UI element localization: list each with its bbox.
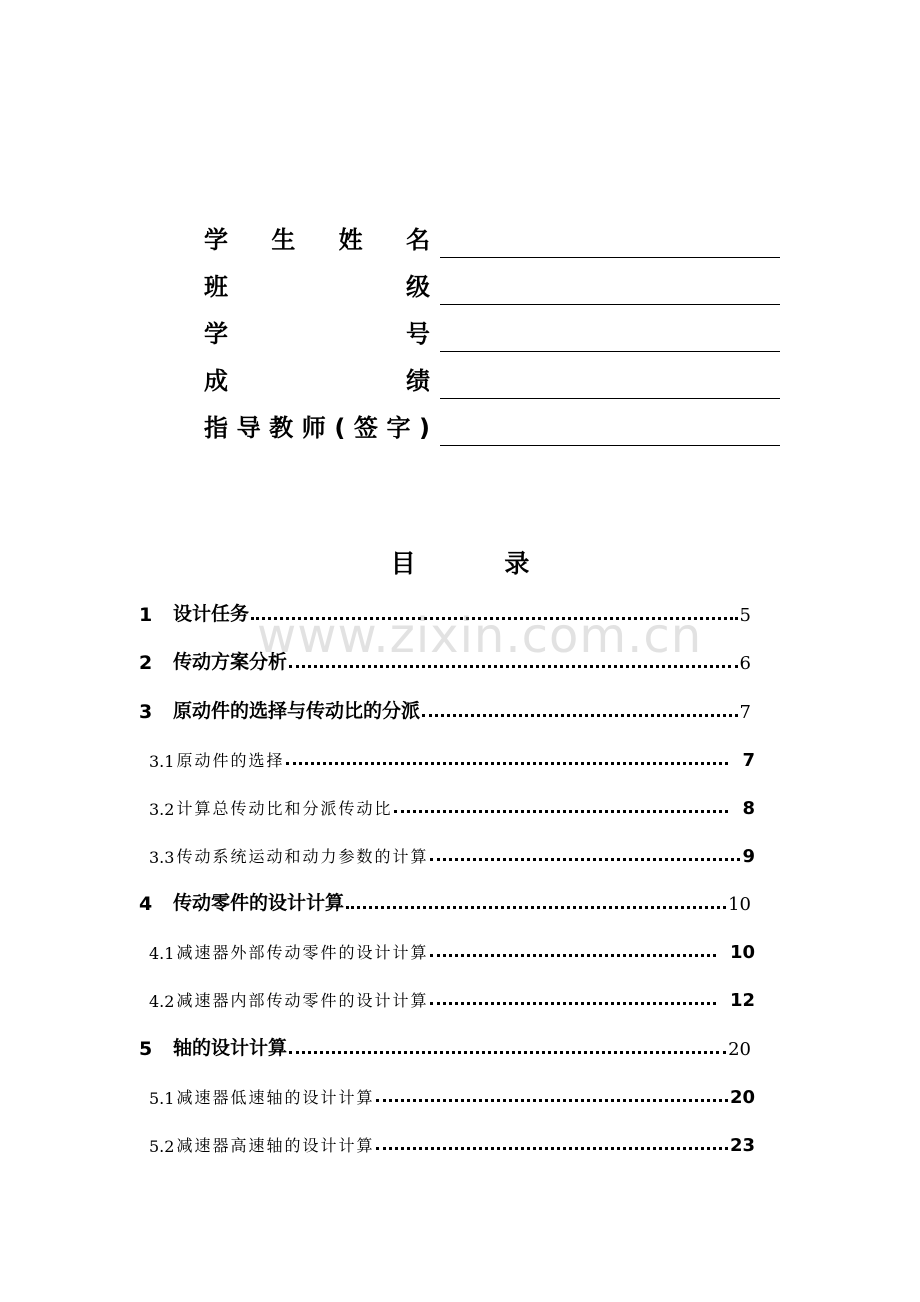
toc-leader-dots bbox=[376, 1099, 727, 1102]
advisor-signature-row bbox=[204, 406, 780, 446]
toc-entry-number: 3 bbox=[139, 701, 153, 723]
grade-label bbox=[204, 367, 430, 395]
toc-subentry[interactable] bbox=[149, 741, 755, 771]
student-name-label bbox=[204, 226, 430, 254]
toc-entry[interactable] bbox=[139, 1030, 751, 1060]
toc-entry-title: 减速器低速轴的设计计算 bbox=[176, 1088, 375, 1107]
label-char: 教 bbox=[269, 414, 294, 442]
label-char: 学 bbox=[204, 320, 228, 348]
class-field[interactable] bbox=[440, 304, 780, 305]
advisor-signature-field[interactable] bbox=[440, 445, 780, 446]
toc-entry-number: 2 bbox=[139, 652, 153, 674]
toc-entry-page: 7 bbox=[739, 702, 751, 723]
toc-leader-dots bbox=[289, 1051, 726, 1054]
label-char: 名 bbox=[405, 226, 430, 254]
toc-leader-dots bbox=[430, 858, 740, 861]
toc-leader-dots bbox=[346, 906, 726, 909]
label-char: 号 bbox=[406, 320, 430, 348]
toc-entry-number: 3.2 bbox=[149, 800, 175, 819]
toc-leader-dots bbox=[289, 665, 738, 668]
toc-entry-number: 4.1 bbox=[149, 944, 175, 963]
toc-entry-title: 传动系统运动和动力参数的计算 bbox=[176, 847, 429, 866]
toc-subentry[interactable] bbox=[149, 933, 755, 963]
toc-entry-title: 传动方案分析 bbox=[173, 651, 288, 673]
toc-entry[interactable] bbox=[139, 596, 751, 626]
grade-field[interactable] bbox=[440, 398, 780, 399]
toc-entry-title: 减速器外部传动零件的设计计算 bbox=[176, 943, 429, 962]
toc-entry-title: 计算总传动比和分派传动比 bbox=[176, 799, 393, 818]
toc-entry-page: 10 bbox=[729, 942, 755, 963]
toc-leader-dots bbox=[430, 954, 715, 957]
label-char: 字 bbox=[386, 414, 411, 442]
toc-title: 目 录 bbox=[390, 549, 570, 578]
toc-leader-dots bbox=[286, 762, 728, 765]
toc-entry[interactable] bbox=[139, 693, 751, 723]
toc-entry[interactable] bbox=[139, 644, 751, 674]
toc-entry-number: 3.3 bbox=[149, 848, 175, 867]
toc-entry-page: 20 bbox=[728, 1039, 751, 1060]
toc-entry-title: 原动件的选择与传动比的分派 bbox=[173, 700, 421, 722]
student-id-field[interactable] bbox=[440, 351, 780, 352]
toc-subentry[interactable] bbox=[149, 837, 755, 867]
label-char: 导 bbox=[236, 414, 261, 442]
label-char: 姓 bbox=[338, 226, 363, 254]
class-label bbox=[204, 273, 430, 301]
toc-entry-title: 减速器内部传动零件的设计计算 bbox=[176, 991, 429, 1010]
toc-entry-number: 4.2 bbox=[149, 992, 175, 1011]
toc-subentry[interactable] bbox=[149, 1078, 755, 1108]
toc-entry-page: 6 bbox=[739, 653, 751, 674]
label-char: 签 bbox=[353, 414, 378, 442]
toc-entry-page: 9 bbox=[742, 846, 755, 867]
student-name-field[interactable] bbox=[440, 257, 780, 258]
toc-entry-page: 23 bbox=[729, 1135, 755, 1156]
label-char: 班 bbox=[204, 273, 228, 301]
toc-subentry[interactable] bbox=[149, 789, 755, 819]
label-char: ( bbox=[334, 414, 346, 442]
toc-subentry[interactable] bbox=[149, 981, 755, 1011]
toc-entry-title: 轴的设计计算 bbox=[173, 1037, 288, 1059]
toc-subentry[interactable] bbox=[149, 1126, 755, 1156]
student-id-row bbox=[204, 312, 780, 352]
toc-leader-dots bbox=[422, 714, 738, 717]
class-row bbox=[204, 265, 780, 305]
toc-entry-page: 7 bbox=[742, 750, 755, 771]
label-char: ) bbox=[419, 414, 430, 442]
toc-entry[interactable] bbox=[139, 885, 751, 915]
toc-entry-title: 设计任务 bbox=[173, 603, 250, 625]
student-name-row bbox=[204, 218, 780, 258]
label-char: 指 bbox=[204, 414, 228, 442]
toc-entry-title: 传动零件的设计计算 bbox=[173, 892, 345, 914]
toc-leader-dots bbox=[376, 1147, 727, 1150]
label-char: 级 bbox=[406, 273, 430, 301]
toc-entry-page: 8 bbox=[742, 798, 755, 819]
label-char: 绩 bbox=[406, 367, 430, 395]
toc-entry-title: 减速器高速轴的设计计算 bbox=[176, 1136, 375, 1155]
toc-entry-page: 12 bbox=[729, 990, 755, 1011]
toc-entry-page: 5 bbox=[739, 605, 751, 626]
toc-leader-dots bbox=[430, 1002, 715, 1005]
advisor-signature-label bbox=[204, 414, 430, 442]
toc-entry-number: 4 bbox=[139, 893, 153, 915]
toc-entry-page: 10 bbox=[728, 894, 751, 915]
toc-entry-number: 3.1 bbox=[149, 752, 175, 771]
label-char: 成 bbox=[204, 367, 228, 395]
student-id-label bbox=[204, 320, 430, 348]
toc-entry-number: 5.1 bbox=[149, 1089, 175, 1108]
label-char: 生 bbox=[271, 226, 296, 254]
toc-leader-dots bbox=[394, 810, 728, 813]
label-char: 学 bbox=[204, 226, 228, 254]
grade-row bbox=[204, 359, 780, 399]
toc-entry-number: 1 bbox=[139, 604, 153, 626]
toc-entry-title: 原动件的选择 bbox=[176, 751, 285, 770]
label-char: 师 bbox=[301, 414, 326, 442]
toc-leader-dots bbox=[251, 617, 738, 620]
toc-entry-page: 20 bbox=[729, 1087, 755, 1108]
toc-entry-number: 5.2 bbox=[149, 1137, 175, 1156]
toc-entry-number: 5 bbox=[139, 1038, 153, 1060]
watermark-text: www.zixin.com.cn bbox=[257, 608, 703, 664]
